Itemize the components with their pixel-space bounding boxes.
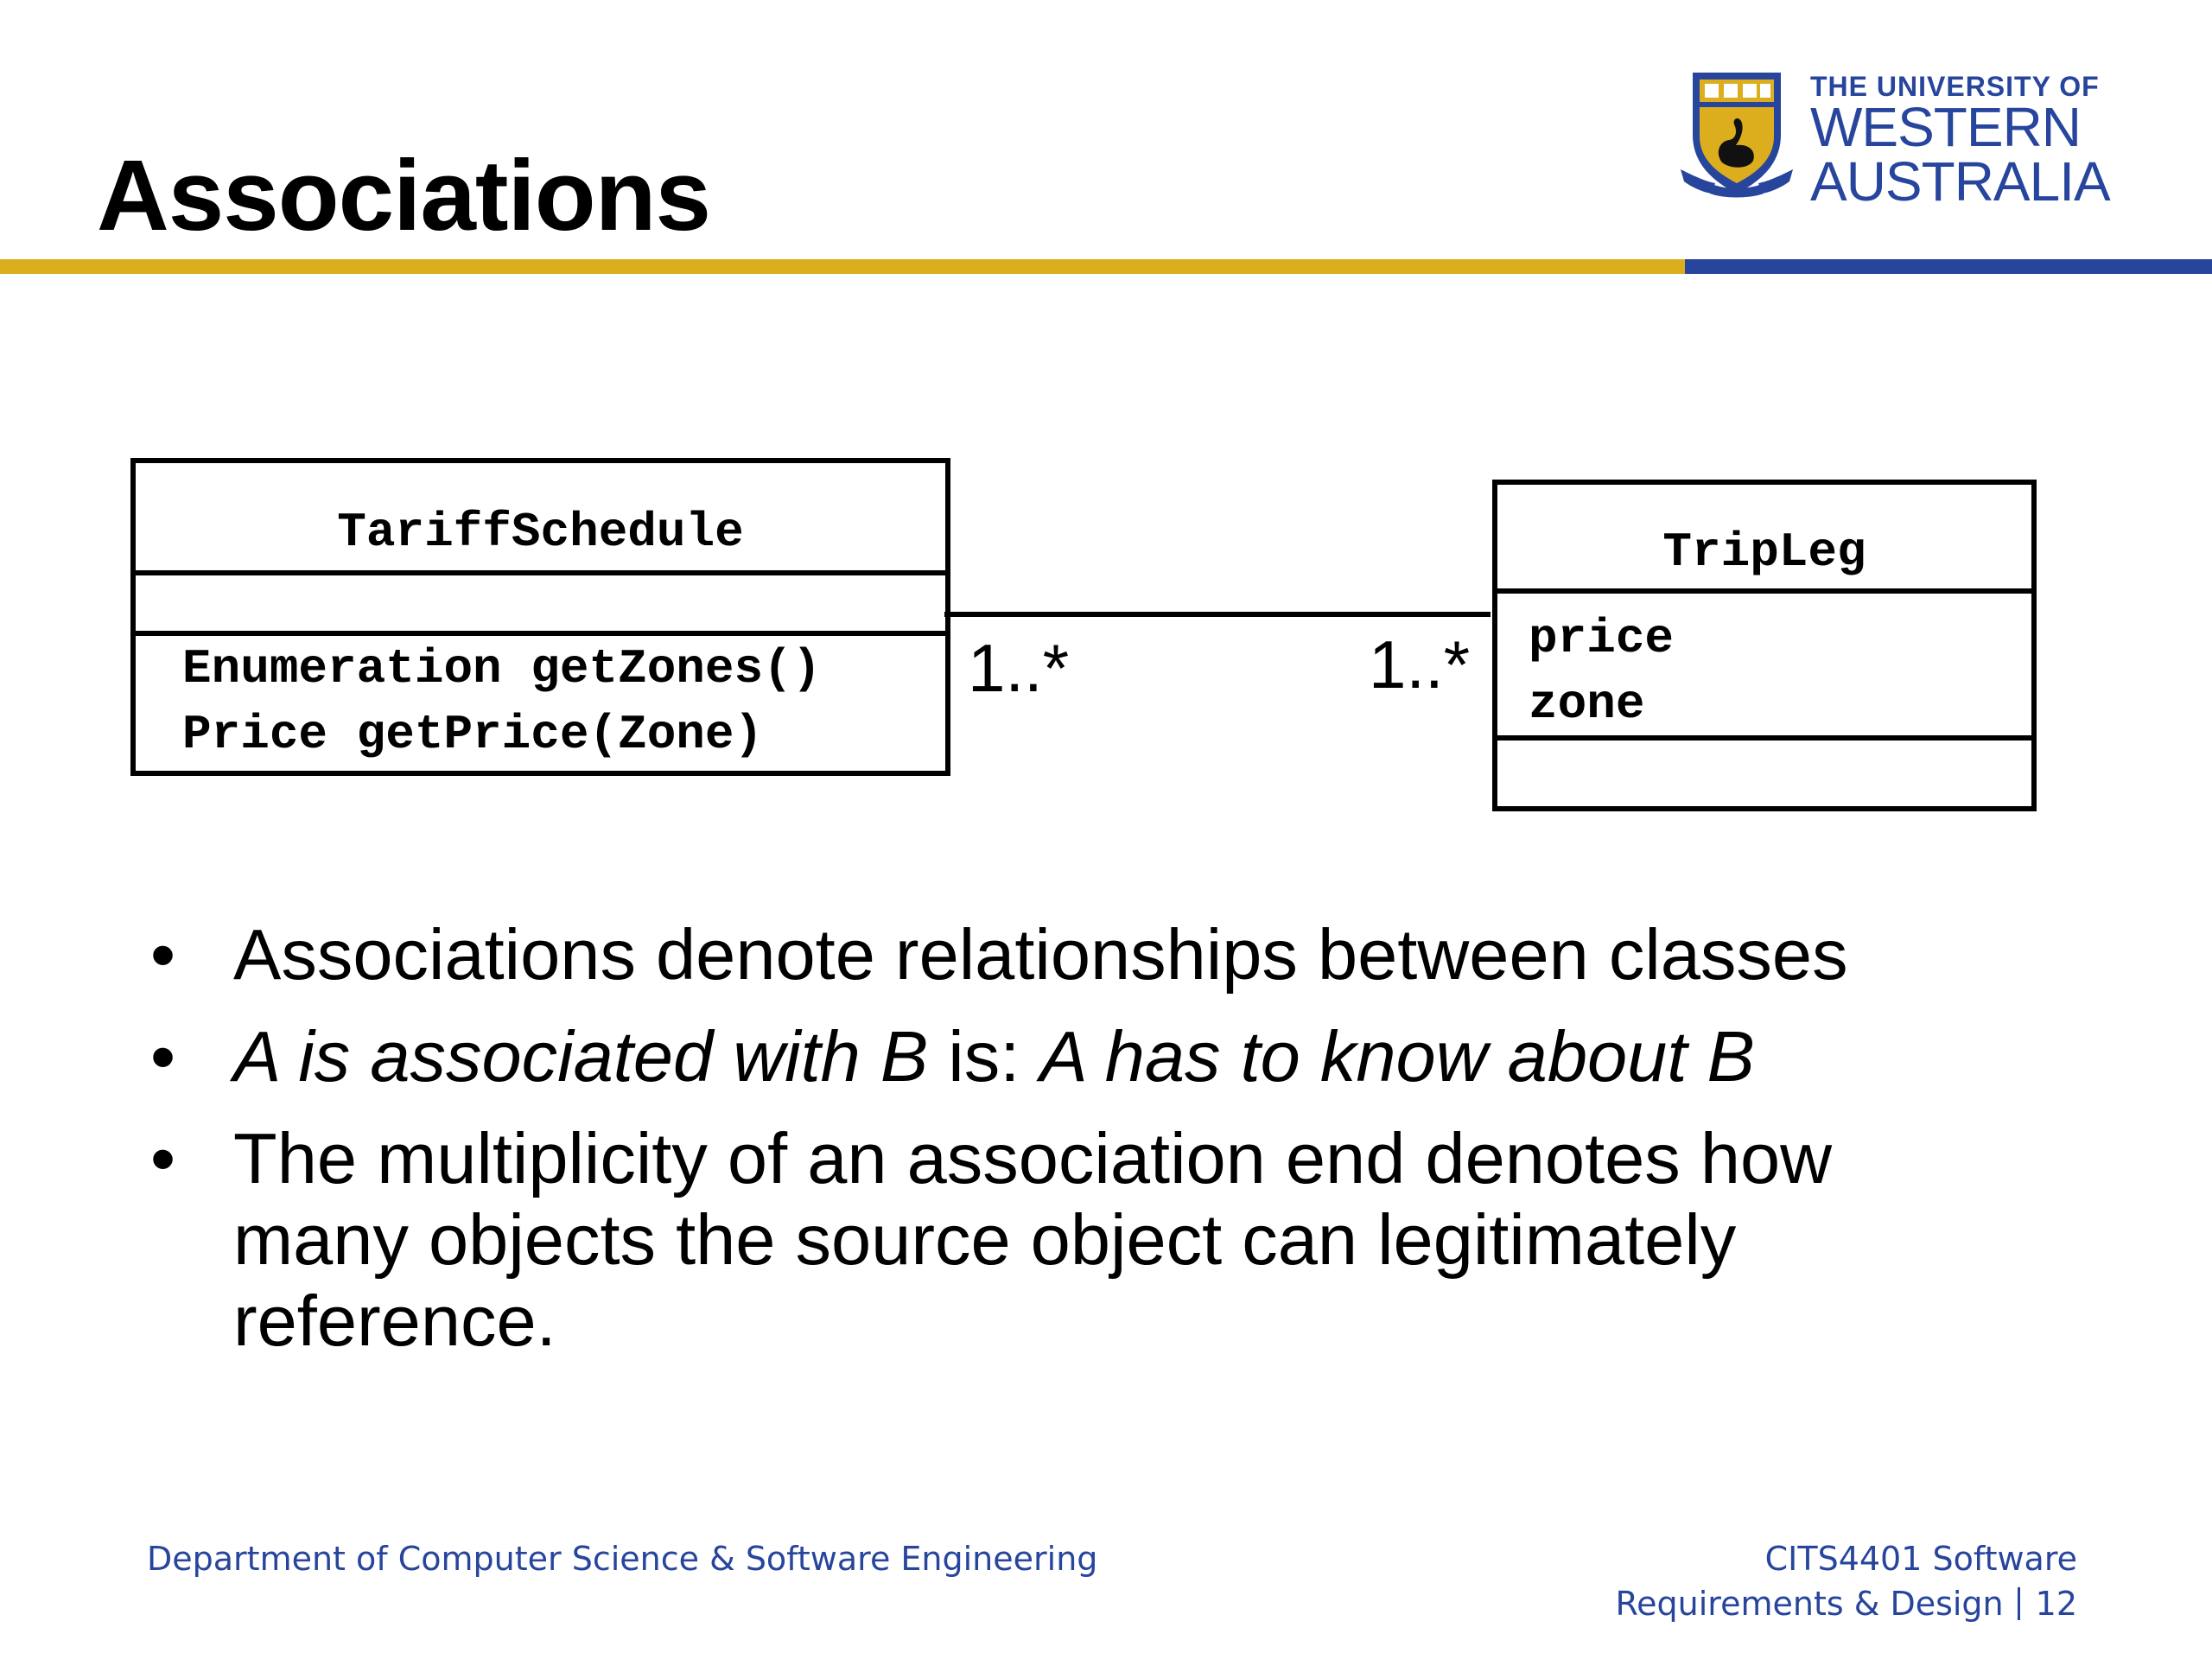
footer-separator — [2018, 1587, 2020, 1620]
bullet-text: The multiplicity of an association end denotes how many objects the source object can legitimately reference. — [233, 1118, 1833, 1361]
uml-class-name: TariffSchedule — [337, 505, 744, 560]
university-crest-icon — [1681, 67, 1793, 199]
uml-class-tripleg — [1492, 480, 2037, 811]
footer-department: Department of Computer Science & Software Engineering — [147, 1540, 1098, 1578]
uml-operation: Price getPrice(Zone) — [182, 707, 764, 762]
bullet-dot: • — [150, 914, 176, 995]
uml-attribute: price — [1529, 611, 1675, 666]
multiplicity-label-source: 1..* — [968, 630, 1070, 706]
multiplicity-label-target: 1..* — [1369, 626, 1471, 702]
logo-line-2: WESTERN — [1810, 96, 2081, 158]
footer-course-name: Requirements & Design — [1615, 1585, 2004, 1623]
association-line — [944, 612, 1491, 617]
uml-class-name-compartment — [136, 463, 945, 575]
uml-class-name: TripLeg — [1662, 524, 1866, 580]
uml-attributes-compartment — [1497, 594, 2031, 741]
header-divider-gold — [0, 259, 1685, 274]
uml-operations-compartment — [1497, 741, 2031, 796]
bullet-italic-text: A has to know about B — [1039, 1016, 1755, 1096]
slide-title: Associations — [97, 139, 710, 251]
bullet-item — [150, 914, 2005, 995]
bullet-item — [150, 1016, 2005, 1097]
bullet-text: Associations denote relationships between classes — [233, 914, 1848, 995]
uml-operation: Enumeration getZones() — [182, 641, 822, 696]
bullet-dot: • — [150, 1118, 176, 1198]
footer-course-line-1: CITS4401 Software — [1764, 1540, 2077, 1578]
footer-course — [1615, 1536, 2077, 1626]
footer-course-line-2 — [1615, 1581, 2077, 1626]
uml-operations-compartment — [136, 636, 945, 766]
bullet-text: is: — [928, 1016, 1040, 1096]
uml-attributes-compartment — [136, 575, 945, 636]
header-divider-blue — [1685, 259, 2212, 274]
bullet-italic-text: A is associated with B — [233, 1016, 929, 1096]
page-number: 12 — [2035, 1585, 2077, 1623]
university-logo — [1681, 67, 2110, 213]
bullet-item — [150, 1118, 1979, 1362]
uml-class-name-compartment — [1497, 485, 2031, 594]
logo-line-1: THE UNIVERSITY OF — [1810, 71, 2100, 102]
bullet-dot: • — [150, 1016, 176, 1096]
uml-class-tariffschedule — [130, 458, 950, 776]
logo-line-3: AUSTRALIA — [1810, 149, 2110, 213]
uml-attribute: zone — [1529, 677, 1645, 732]
